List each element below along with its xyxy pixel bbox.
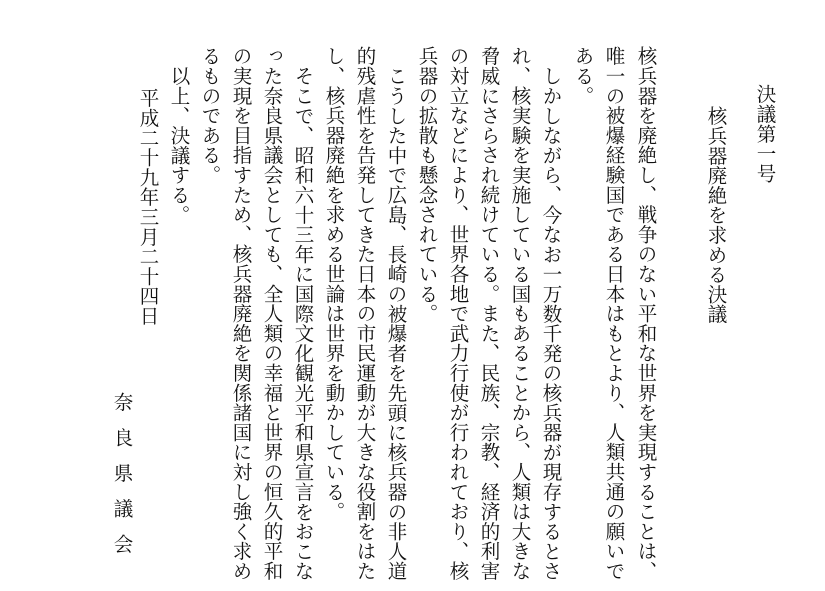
body-line-14: の実現を目指すため、核兵器廃絶を関係諸国に対し強く求め xyxy=(229,46,253,581)
body-line-13: った奈良県議会としても、全人類の幸福と世界の恒久的平和 xyxy=(260,46,284,581)
body-line-12: そこで、昭和六十三年に国際文化観光平和県宣言をおこな xyxy=(291,66,315,581)
body-line-1: 核兵器を廃絶し、戦争のない平和な世界を実現することは、 xyxy=(634,46,658,581)
body-line-6: 脅威にさらされ続けている。また、民族、宗教、経済的利害 xyxy=(477,46,501,581)
body-line-2: 唯一の被爆経験国である日本はもとより、人類共通の願いで xyxy=(602,46,626,581)
body-line-15: るものである。 xyxy=(198,46,222,185)
body-line-8: 兵器の拡散も懸念されている。 xyxy=(415,46,439,324)
body-line-10: 的残虐性を告発してきた日本の市民運動が大きな役割をはた xyxy=(353,46,377,581)
body-line-16: 以上、決議する。 xyxy=(167,66,191,225)
resolution-date: 平成二十九年三月二十四日 xyxy=(136,88,160,326)
body-line-3: ある。 xyxy=(571,46,595,106)
body-line-9: こうした中で広島、長崎の被爆者を先頭に核兵器の非人道 xyxy=(384,66,408,581)
body-line-7: の対立などにより、世界各地で武力行使が行われており、核 xyxy=(446,46,470,581)
issuer-name: 奈良県議会 xyxy=(110,392,134,570)
resolution-number: 決議第一号 xyxy=(753,84,777,183)
body-line-4: しかしながら、今なお一万数千発の核兵器が現存するとさ xyxy=(539,66,563,581)
body-line-11: し、核兵器廃絶を求める世論は世界を動かしている。 xyxy=(322,46,346,522)
resolution-title: 核兵器廃絶を求める決議 xyxy=(704,106,728,324)
body-line-5: れ、核実験を実施している国もあることから、人類は大きな xyxy=(508,46,532,581)
